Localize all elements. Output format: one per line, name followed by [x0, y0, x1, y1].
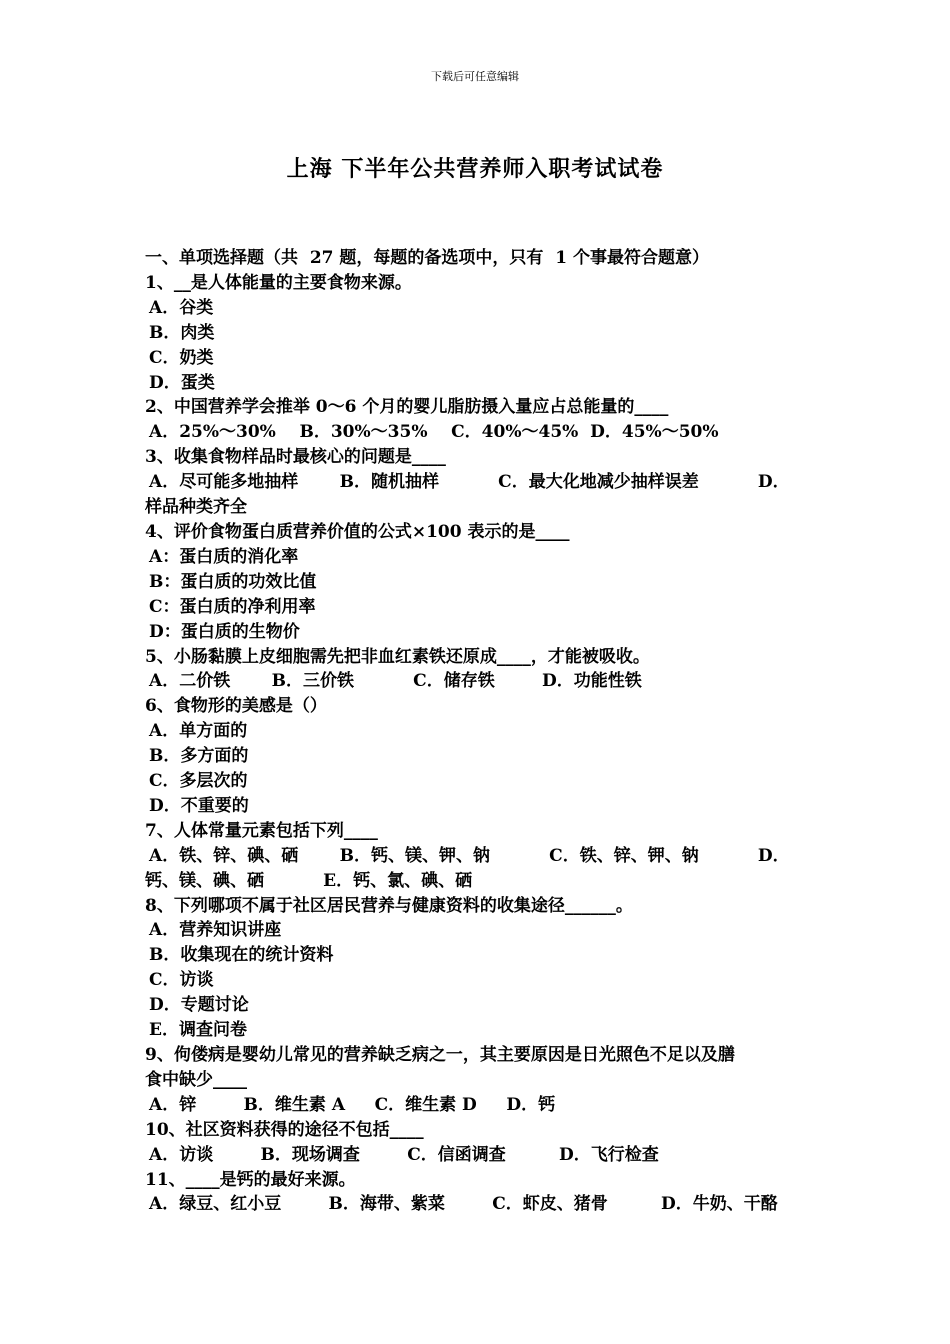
answer-option: A．谷类	[149, 297, 214, 318]
answer-option: D．不重要的	[149, 795, 249, 816]
answer-option: B．肉类	[149, 322, 215, 343]
answer-option: B．收集现在的统计资料	[149, 945, 334, 966]
question-text: 食中缺少____	[145, 1069, 247, 1090]
answer-option: A．尽可能多地抽样 B．随机抽样 C．最大化地减少抽样误差 D．	[149, 472, 790, 493]
answer-option: C．多层次的	[149, 771, 248, 792]
question-text: 3、收集食物样品时最核心的问题是____	[145, 447, 446, 468]
question-text: 钙、镁、碘、硒 E．钙、氯、碘、硒	[145, 870, 473, 891]
answer-option: A：蛋白质的消化率	[149, 546, 299, 567]
answer-option: B：蛋白质的功效比值	[149, 571, 317, 592]
question-text: 1、__是人体能量的主要食物来源。	[145, 272, 412, 293]
document-title: 上海 下半年公共营养师入职考试试卷	[286, 156, 664, 182]
answer-option: A．25%～30% B．30%～35% C．40%～45% D．45%～50%	[149, 422, 719, 443]
answer-option: A．访谈 B．现场调查 C．信函调查 D．飞行检查	[149, 1144, 659, 1165]
answer-option: A．铁、锌、碘、硒 B．钙、镁、钾、钠 C．铁、锌、钾、钠 D．	[149, 845, 790, 866]
question-text: 8、下列哪项不属于社区居民营养与健康资料的收集途径______。	[145, 895, 633, 916]
answer-option: A．锌 B．维生素 A C．维生素 D D．钙	[149, 1094, 556, 1115]
question-text: 6、食物形的美感是（）	[145, 696, 327, 717]
question-text: 11、____是钙的最好来源。	[145, 1169, 356, 1190]
answer-option: A．单方面的	[149, 721, 248, 742]
question-text: 4、评价食物蛋白质营养价值的公式×100 表示的是____	[145, 521, 570, 542]
question-text: 7、人体常量元素包括下列____	[145, 820, 378, 841]
question-text: 5、小肠黏膜上皮细胞需先把非血红素铁还原成____，才能被吸收。	[145, 646, 650, 667]
answer-option: C：蛋白质的净利用率	[149, 596, 316, 617]
question-text: 2、中国营养学会推举 0～6 个月的婴儿脂肪摄入量应占总能量的____	[145, 397, 669, 418]
exam-content	[145, 246, 810, 1217]
answer-option: A．二价铁 B．三价铁 C．储存铁 D．功能性铁	[149, 671, 642, 692]
question-text: 样品种类齐全	[145, 497, 247, 518]
answer-option: E．调查问卷	[149, 1020, 247, 1041]
answer-option: B．多方面的	[149, 746, 249, 767]
header-note: 下载后可任意编辑	[431, 70, 519, 83]
answer-option: D．蛋类	[149, 372, 215, 393]
section-heading: 一、单项选择题（共 27 题，每题的备选项中，只有 1 个事最符合题意）	[145, 248, 709, 268]
question-text: 10、社区资料获得的途径不包括____	[145, 1119, 424, 1140]
question-text: 9、佝偻病是婴幼儿常见的营养缺乏病之一，其主要原因是日光照色不足以及膳	[145, 1045, 735, 1065]
answer-option: D：蛋白质的生物价	[149, 621, 300, 642]
answer-option: A．绿豆、红小豆 B．海带、紫菜 C．虾皮、猪骨 D．牛奶、干酪	[149, 1194, 778, 1215]
answer-option: C．奶类	[149, 347, 214, 368]
answer-option: C．访谈	[149, 970, 214, 991]
answer-option: D．专题讨论	[149, 995, 249, 1016]
answer-option: A．营养知识讲座	[149, 920, 282, 941]
